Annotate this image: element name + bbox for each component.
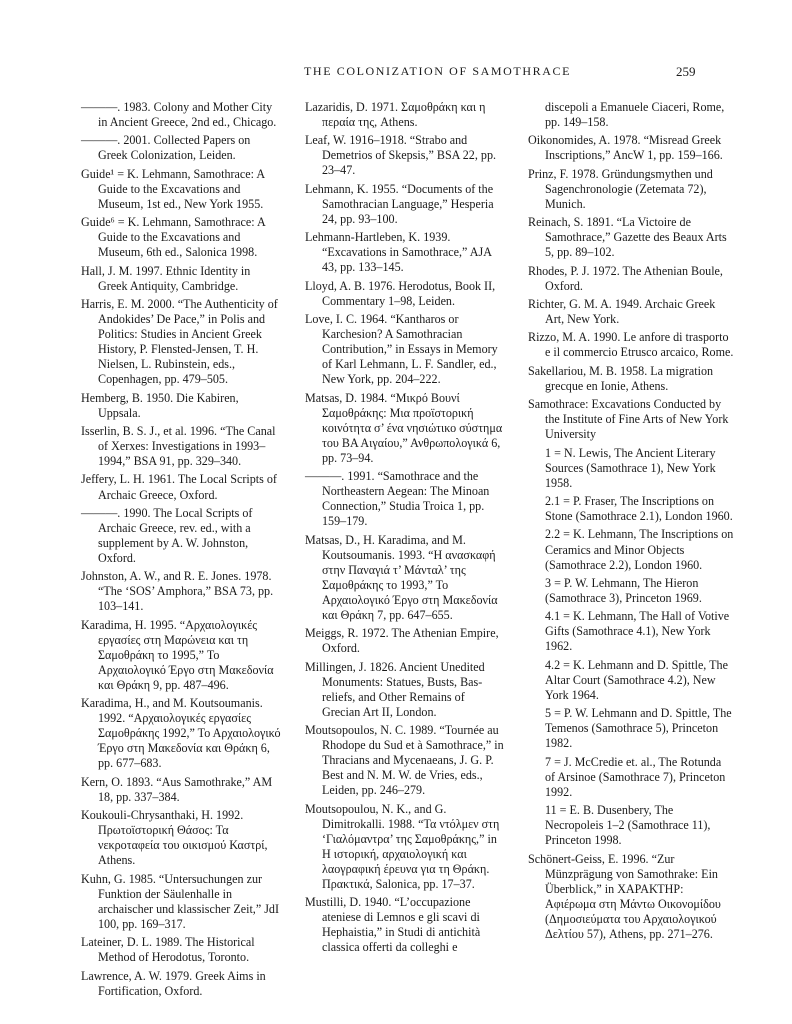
bib-entry: Johnston, A. W., and R. E. Jones. 1978. “The ‘SOS’ Amphora,” BSA 73, pp. 103–141.: [81, 569, 274, 614]
bib-entry: Lloyd, A. B. 1976. Herodotus, Book II, Commentary 1–98, Leiden.: [305, 278, 496, 308]
bib-entry: Hemberg, B. 1950. Die Kabiren, Uppsala.: [81, 390, 239, 420]
bib-subentry: 2.2 = K. Lehmann, The Inscriptions on Ceramics and Minor Objects (Samothrace 2.2), London 1960.: [545, 527, 734, 572]
bib-entry: Reinach, S. 1891. “La Victoire de Samothrace,” Gazette des Beaux Arts 5, pp. 89–102.: [528, 215, 727, 260]
bib-entry: Rhodes, P. J. 1972. The Athenian Boule, Oxford.: [528, 263, 723, 293]
bib-entry: Meiggs, R. 1972. The Athenian Empire, Oxford.: [305, 626, 499, 656]
bib-entry: Prinz, F. 1978. Gründungsmythen und Sagenchronologie (Zetemata 72), Munich.: [528, 166, 713, 211]
bib-entry: Koukouli-Chrysanthaki, H. 1992. Πρωτοϊστορική Θάσος: Τα νεκροταφεία του οικισμού Καστρί, Athens.: [81, 808, 268, 868]
bib-entry: Schönert-Geiss, E. 1996. “Zur Münzprägung von Samothrake: Ein Überblick,” in ΧΑΡΑΚΤΗΡ: Αφιέρωμα στη Μάντω Οικονομίδου (Δημοσιεύματα του Αρχαιολογικού Δελτίου 57), Athens, pp. 271–276.: [528, 851, 721, 941]
bib-entry: Samothrace: Excavations Conducted by the Institute of Fine Arts of New York University: [528, 397, 729, 442]
bib-entry: Karadima, H. 1995. “Αρχαιολογικές εργασίες στη Μαρώνεια και τη Σαμοθράκη το 1995,” Το Αρχαιολογικό Έργο στη Μακεδονία και Θράκη 9, pp. 487–496.: [81, 617, 274, 692]
bib-entry: Mustilli, D. 1940. “L’occupazione ateniese di Lemnos e gli scavi di Hephaistia,” in Studi di antichità classica offerti da colleghi e: [305, 895, 481, 955]
bib-entry: Harris, E. M. 2000. “The Authenticity of Andokides’ De Pace,” in Polis and Politics: Studies in Ancient Greek History, P. Flensted-Jensen, T. H. Nielsen, L. Rubinstein, eds., Copenhagen, pp. 479–505.: [81, 297, 278, 387]
bib-entry: Rizzo, M. A. 1990. Le anfore di trasporto e il commercio Etrusco arcaico, Rome.: [528, 330, 734, 360]
running-title: THE COLONIZATION OF SAMOTHRACE: [304, 64, 571, 78]
bib-entry: Karadima, H., and M. Koutsoumanis. 1992. “Αρχαιολογικές εργασίες Σαμοθράκης 1992,” Το Αρχαιολογικό Έργο στη Μακεδονία και Θράκη 6, pp. 677–683.: [81, 696, 281, 771]
bib-subentry: 3 = P. W. Lehmann, The Hieron (Samothrace 3), Princeton 1969.: [545, 575, 702, 605]
bib-entry: ———. 1983. Colony and Mother City in Ancient Greece, 2nd ed., Chicago.: [81, 100, 277, 130]
bib-entry: Hall, J. M. 1997. Ethnic Identity in Greek Antiquity, Cambridge.: [81, 263, 251, 293]
bib-subentry: 4.1 = K. Lehmann, The Hall of Votive Gifts (Samothrace 4.1), New York 1962.: [545, 609, 730, 654]
bib-entry: Richter, G. M. A. 1949. Archaic Greek Art, New York.: [528, 297, 716, 327]
bib-entry: Millingen, J. 1826. Ancient Unedited Monuments: Statues, Busts, Bas-reliefs, and Other Remains of Grecian Art II, London.: [305, 659, 485, 719]
bib-entry-continuation: discepoli a Emanuele Ciaceri, Rome, pp. 149–158.: [545, 100, 725, 130]
bibliography-column-2: [305, 100, 505, 959]
bib-entry: Sakellariou, M. B. 1958. La migration grecque en Ionie, Athens.: [528, 363, 714, 393]
running-header: [0, 64, 792, 84]
bib-entry: Jeffery, L. H. 1961. The Local Scripts of Archaic Greece, Oxford.: [81, 472, 277, 502]
bib-entry: Lazaridis, D. 1971. Σαμοθράκη και η περαία της, Athens.: [305, 100, 486, 130]
bib-entry: Moutsopoulos, N. C. 1989. “Tournée au Rhodope du Sud et à Samothrace,” in Thracians and Mycenaeans, J. G. P. Best and N. M. W. de Vries, eds., Leiden, pp. 246–279.: [305, 723, 504, 798]
bib-entry: Kuhn, G. 1985. “Untersuchungen zur Funktion der Säulenhalle in archaischer und klassischer Zeit,” JdI 100, pp. 169–317.: [81, 871, 279, 931]
bib-entry: Leaf, W. 1916–1918. “Strabo and Demetrios of Skepsis,” BSA 22, pp. 23–47.: [305, 133, 497, 178]
bib-entry: Moutsopoulou, N. K., and G. Dimitrokalli. 1988. “Τα ντόλμεν στη ‘Γιαλόμαντρα’ της Σαμοθράκης,” in Η ιστορική, αρχαιολογική και λαογραφική έρευνα για τη Θράκη. Πρακτικά, Salonica, pp. 17–37.: [305, 801, 500, 891]
bib-subentry: 4.2 = K. Lehmann and D. Spittle, The Altar Court (Samothrace 4.2), New York 1964.: [545, 657, 728, 702]
bib-entry: Guide¹ = K. Lehmann, Samothrace: A Guide to the Excavations and Museum, 1st ed., New York 1955.: [81, 166, 265, 211]
bib-entry: Lateiner, D. L. 1989. The Historical Method of Herodotus, Toronto.: [81, 935, 255, 965]
bib-entry: Matsas, D. 1984. “Μικρό Βουνί Σαμοθράκης: Μια προϊστορική κοινότητα σ’ ένα νησιώτικο σύστημα του ΒΑ Αιγαίου,” Ανθρωπολογικά 6, pp. 73–94.: [305, 390, 503, 465]
bib-entry: Love, I. C. 1964. “Kantharos or Karchesion? A Samothracian Contribution,” in Essays in Memory of Karl Lehmann, L. F. Sandler, ed., New York, pp. 204–222.: [305, 312, 498, 387]
bibliography-column-1: [81, 100, 281, 1002]
bib-subentry: 2.1 = P. Fraser, The Inscriptions on Stone (Samothrace 2.1), London 1960.: [545, 494, 733, 524]
bib-entry: Guide⁶ = K. Lehmann, Samothrace: A Guide to the Excavations and Museum, 6th ed., Salonica 1998.: [81, 215, 266, 260]
bib-entry: Lehmann, K. 1955. “Documents of the Samothracian Language,” Hesperia 24, pp. 93–100.: [305, 181, 494, 226]
bib-entry: Lehmann-Hartleben, K. 1939. “Excavations in Samothrace,” AJA 43, pp. 133–145.: [305, 230, 492, 275]
bib-entry: ———. 1991. “Samothrace and the Northeastern Aegean: The Minoan Connection,” Studia Troica 1, pp. 159–179.: [305, 469, 490, 529]
page-number: 259: [676, 64, 696, 79]
bib-entry: Isserlin, B. S. J., et al. 1996. “The Canal of Xerxes: Investigations in 1993–1994,” BSA 91, pp. 329–340.: [81, 424, 276, 469]
bib-subentry: 11 = E. B. Dusenbery, The Necropoleis 1–2 (Samothrace 11), Princeton 1998.: [545, 803, 711, 848]
bib-entry: ———. 2001. Collected Papers on Greek Colonization, Leiden.: [81, 133, 251, 163]
bib-entry: Oikonomides, A. 1978. “Misread Greek Inscriptions,” AncW 1, pp. 159–166.: [528, 133, 723, 163]
bib-subentry: 1 = N. Lewis, The Ancient Literary Sources (Samothrace 1), New York 1958.: [545, 445, 716, 490]
bib-subentry: 5 = P. W. Lehmann and D. Spittle, The Temenos (Samothrace 5), Princeton 1982.: [545, 706, 732, 751]
bibliography-column-3: [528, 100, 734, 945]
bib-subentry: 7 = J. McCredie et. al., The Rotunda of Arsinoe (Samothrace 7), Princeton 1992.: [545, 754, 726, 799]
bib-entry: Lawrence, A. W. 1979. Greek Aims in Fortification, Oxford.: [81, 968, 266, 998]
bib-entry: ———. 1990. The Local Scripts of Archaic Greece, rev. ed., with a supplement by A. W. Johnston, Oxford.: [81, 505, 253, 565]
bib-entry: Kern, O. 1893. “Aus Samothrake,” AM 18, pp. 337–384.: [81, 774, 273, 804]
bib-entry: Matsas, D., H. Karadima, and M. Koutsoumanis. 1993. “Η ανασκαφή στην Παναγιά τ’ Μάνταλ’ της Σαμοθράκης το 1993,” Το Αρχαιολογικό Έργο στη Μακεδονία και Θράκη 7, pp. 647–655.: [305, 532, 498, 622]
